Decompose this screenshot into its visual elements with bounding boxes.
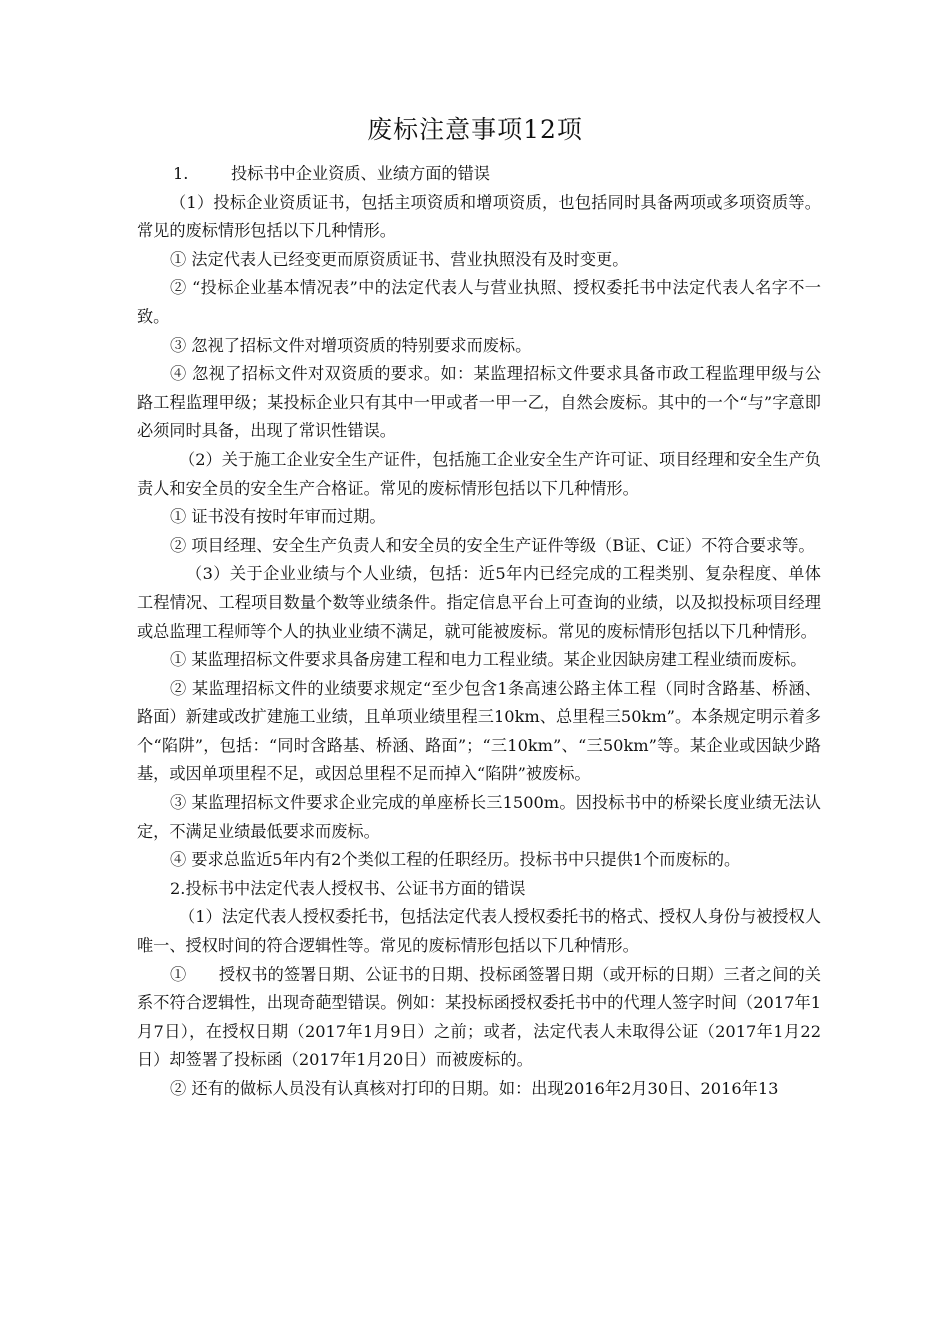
paragraph: ③ 忽视了招标文件对增项资质的特别要求而废标。 [170,335,532,355]
paragraph: ④ 要求总监近5年内有2个类似工程的任职经历。投标书中只提供1个而废标的。 [170,850,741,870]
paragraph: （3）关于企业业绩与个人业绩，包括：近5年内已经完成的工程类别、复杂程度、单体工程情况、工程项目数量个数等业绩条件。指定信息平台上可查询的业绩，以及拟投标项目经理或总监理工程师等个人的执业业绩不满足，就可能被废标。常见的废标情形包括以下几种情形。 [137,564,821,641]
paragraph: ① 某监理招标文件要求具备房建工程和电力工程业绩。某企业因缺房建工程业绩而废标。 [170,650,807,670]
paragraph: ① 法定代表人已经变更而原资质证书、营业执照没有及时变更。 [170,249,629,269]
paragraph: ① 授权书的签署日期、公证书的日期、投标函签署日期（或开标的日期）三者之间的关系不符合逻辑性，出现奇葩型错误。例如：某投标函授权委托书中的代理人签字时间（2017年1月7日），在授权日期（2017年1月9日）之前；或者，法定代表人未取得公证（2017年1月22日）却签署了投标函（2017年1月20日）而被废标的。 [137,964,821,1070]
paragraph: ② 还有的做标人员没有认真核对打印的日期。如：出现2016年2月30日、2016年13 [170,1079,779,1098]
section-1-heading [137,160,821,189]
section-1-heading-text: 投标书中企业资质、业绩方面的错误 [231,164,490,183]
paragraph: ② 项目经理、安全生产负责人和安全员的安全生产证件等级（B证、C证）不符合要求等。 [170,535,815,555]
paragraph: ① 证书没有按时年审而过期。 [170,507,386,527]
document-body [137,160,821,1104]
paragraph: （1）法定代表人授权委托书，包括法定代表人授权委托书的格式、授权人身份与被授权人唯一、授权时间的符合逻辑性等。常见的废标情形包括以下几种情形。 [137,907,821,956]
document-title: 废标注意事项12项 [367,115,583,144]
paragraph: ② “投标企业基本情况表”中的法定代表人与营业执照、授权委托书中法定代表人名字不一致。 [137,278,821,326]
paragraph: ② 某监理招标文件的业绩要求规定“至少包含1条高速公路主体工程（同时含路基、桥涵、路面）新建或改扩建施工业绩，且单项业绩里程三10km、总里程三50km”。本条规定明示着多个“陷阱”，包括：“同时含路基、桥涵、路面”；“三10km”、“三50km”等。某企业或因缺少路基，或因单项里程不足，或因总里程不足而掉入“陷阱”被废标。 [137,678,821,784]
section-2-heading: 2.投标书中法定代表人授权书、公证书方面的错误 [170,878,526,898]
paragraph: ③ 某监理招标文件要求企业完成的单座桥长三1500m。因投标书中的桥梁长度业绩无法认定，不满足业绩最低要求而废标。 [137,793,821,841]
paragraph: （2）关于施工企业安全生产证件，包括施工企业安全生产许可证、项目经理和安全生产负责人和安全员的安全生产合格证。常见的废标情形包括以下几种情形。 [137,449,821,498]
section-1-number: 1. [173,164,189,183]
paragraph: （1）投标企业资质证书，包括主项资质和增项资质，也包括同时具备两项或多项资质等。常见的废标情形包括以下几种情形。 [137,192,821,241]
paragraph: ④ 忽视了招标文件对双资质的要求。如：某监理招标文件要求具备市政工程监理甲级与公路工程监理甲级；某投标企业只有其中一甲或者一甲一乙，自然会废标。其中的一个“与”字意即必须同时具备，出现了常识性错误。 [137,364,821,441]
